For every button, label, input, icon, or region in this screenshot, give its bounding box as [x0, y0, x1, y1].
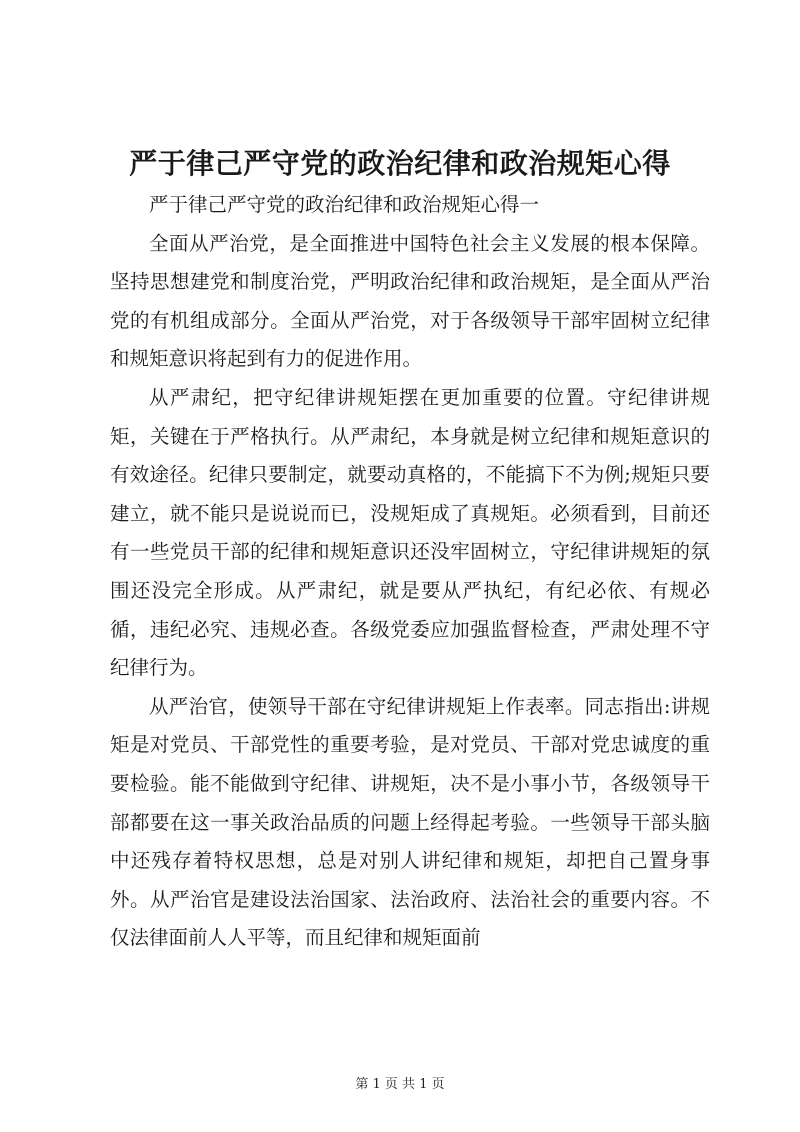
paragraph-1: 全面从严治党，是全面推进中国特色社会主义发展的根本保障。坚持思想建党和制度治党，严明政治纪律和政治规矩，是全面从严治党的有机组成部分。全面从严治党，对于各级领导干部牢固树立纪律和规矩意识将起到有力的促进作用。: [110, 231, 710, 371]
document-body: [110, 186, 710, 958]
page-number-footer: 第 1 页 共 1 页: [355, 1077, 445, 1092]
paragraph-2: 从严肃纪，把守纪律讲规矩摆在更加重要的位置。守纪律讲规矩，关键在于严格执行。从严肃纪，本身就是树立纪律和规矩意识的有效途径。纪律只要制定，就要动真格的，不能搞下不为例;规矩只要建立，就不能只是说说而已，没规矩成了真规矩。必须看到，目前还有一些党员干部的纪律和规矩意识还没牢固树立，守纪律讲规矩的氛围还没完全形成。从严肃纪，就是要从严执纪，有纪必依、有规必循，违纪必究、违规必查。各级党委应加强监督检查，严肃处理不守纪律行为。: [110, 385, 710, 680]
paragraph-3: 从严治官，使领导干部在守纪律讲规矩上作表率。同志指出:讲规矩是对党员、干部党性的重要考验，是对党员、干部对党忠诚度的重要检验。能不能做到守纪律、讲规矩，决不是小事小节，各级领导干部都要在这一事关政治品质的问题上经得起考验。一些领导干部头脑中还残存着特权思想，总是对别人讲纪律和规矩，却把自己置身事外。从严治官是建设法治国家、法治政府、法治社会的重要内容。不仅法律面前人人平等，而且纪律和规矩面前: [110, 694, 710, 950]
document-subtitle: 严于律己严守党的政治纪律和政治规矩心得一: [149, 193, 540, 216]
document-title: 严于律己严守党的政治纪律和政治规矩心得: [129, 147, 671, 180]
